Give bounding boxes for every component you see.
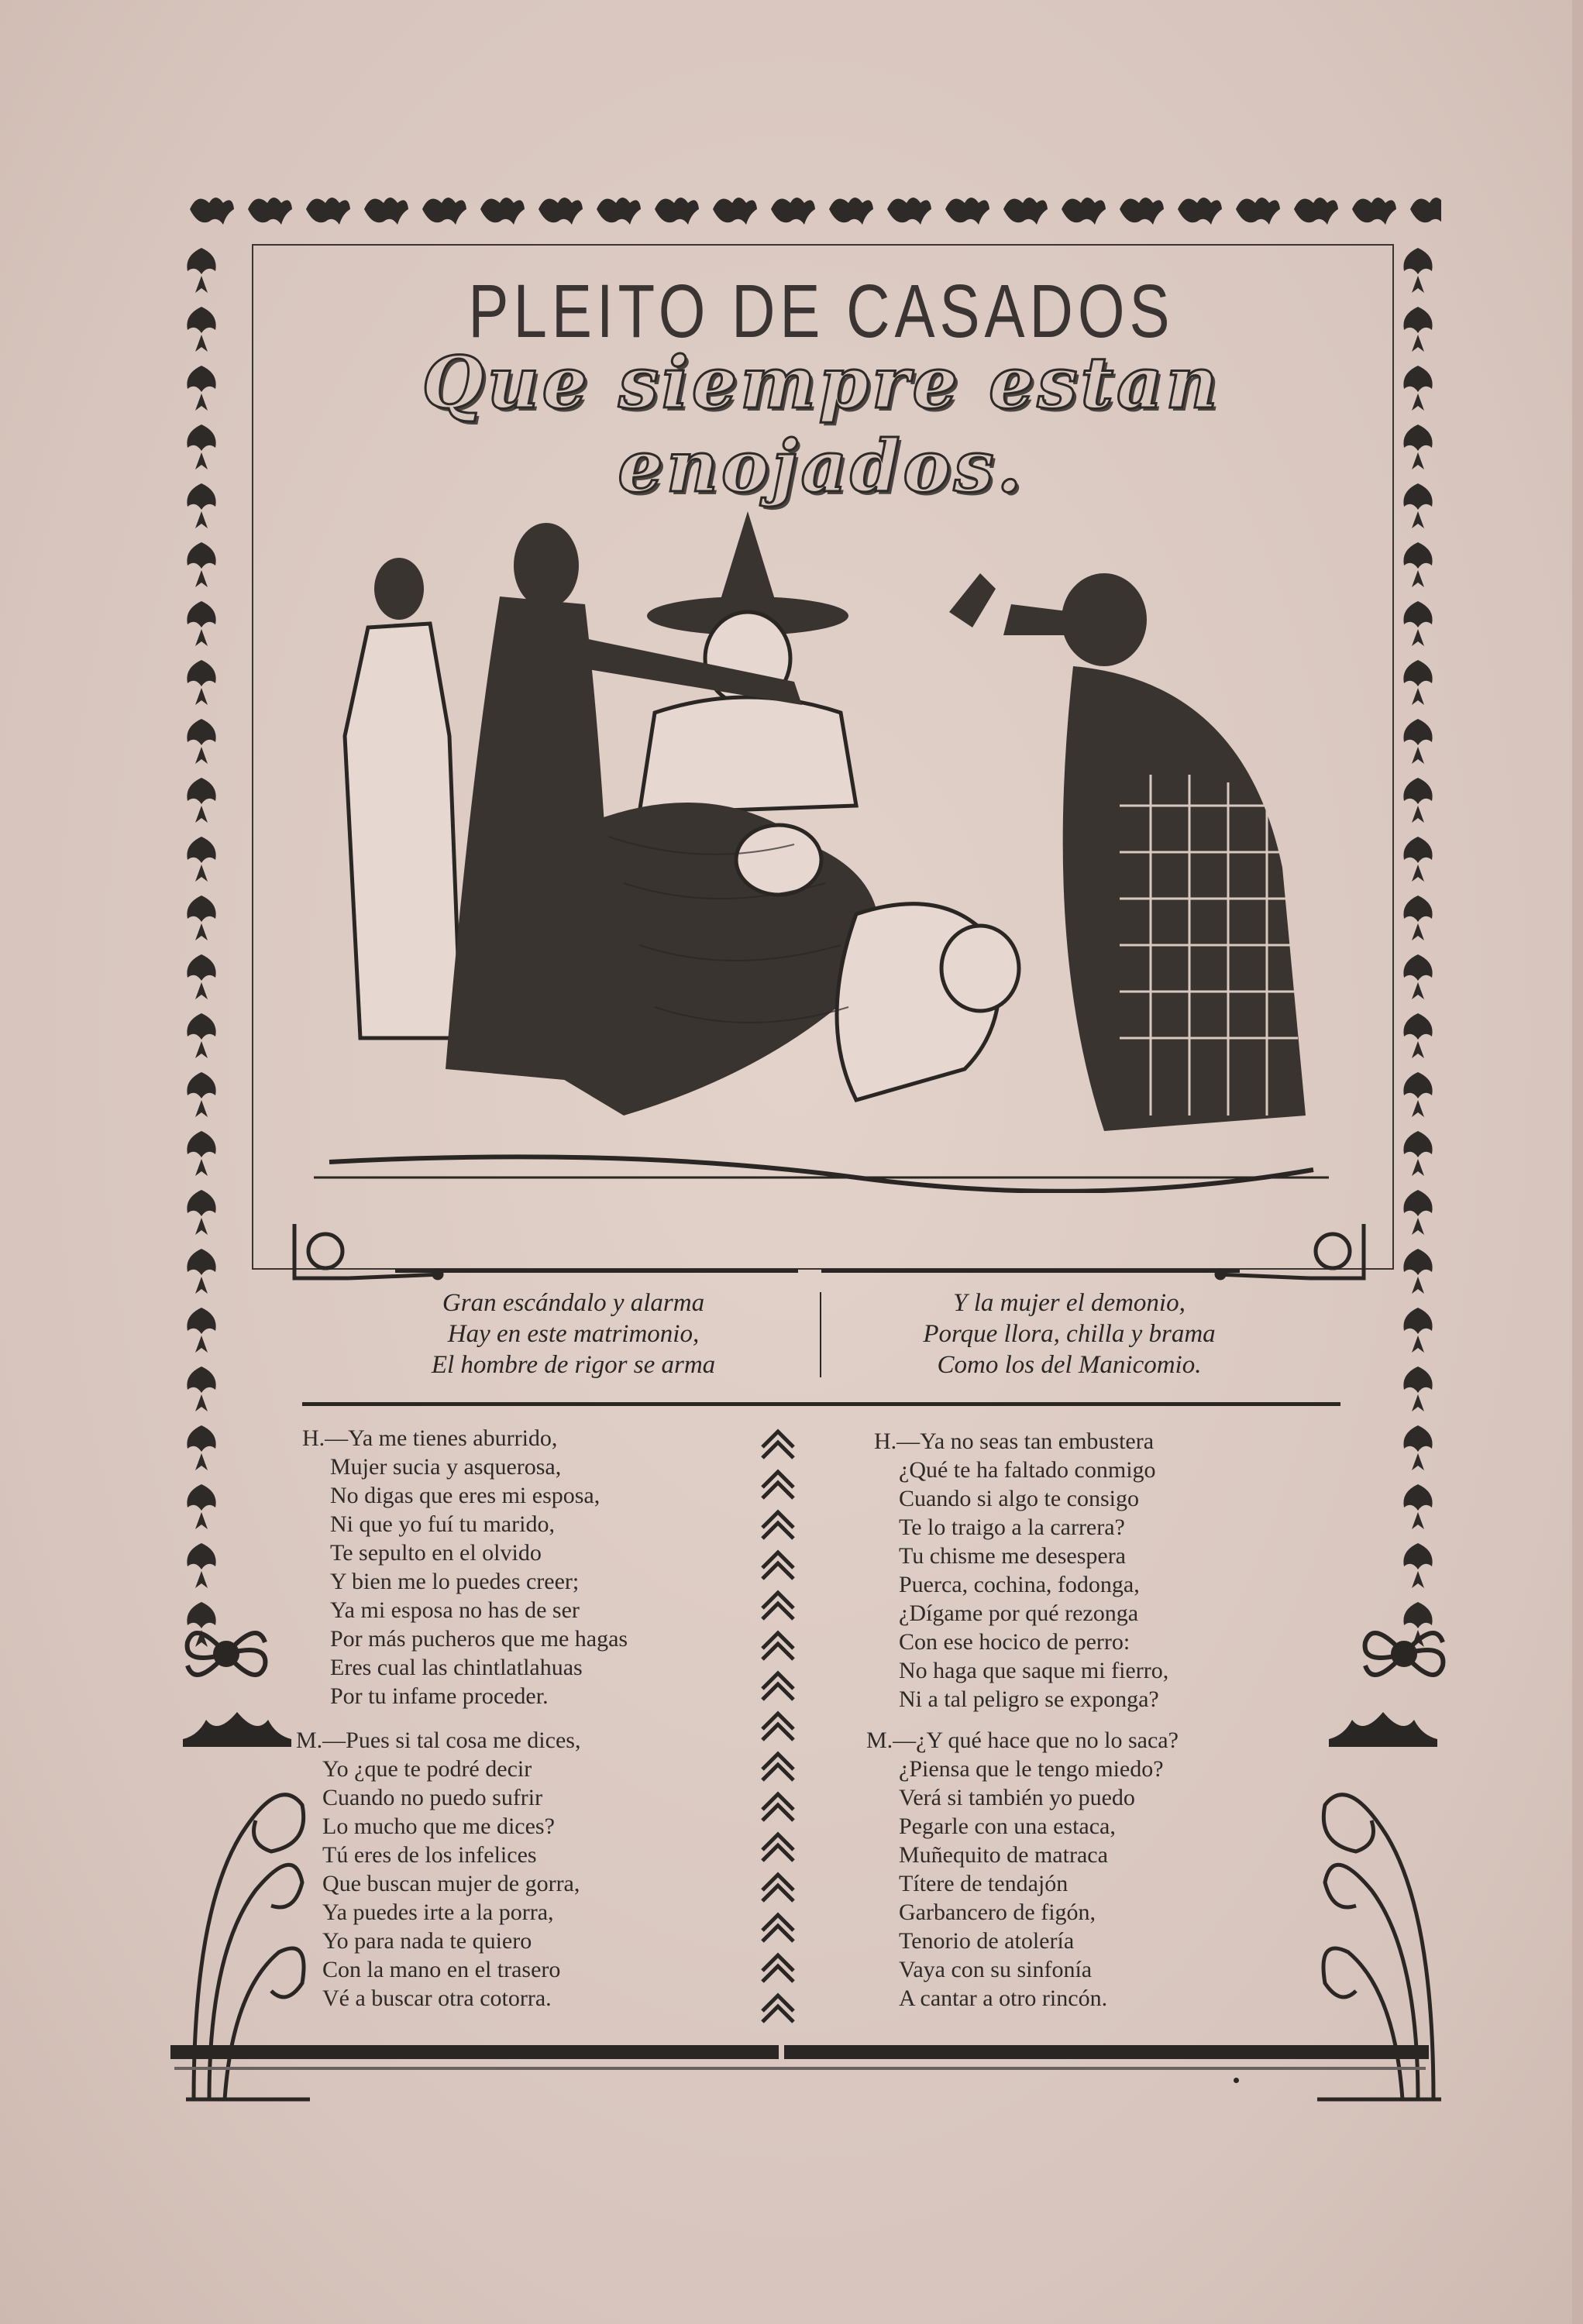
intro-verse-right bbox=[868, 1287, 1271, 1380]
verse-line: A cantar a otro rincón. bbox=[899, 1985, 1108, 2011]
verse-line: No digas que eres mi esposa, bbox=[330, 1483, 601, 1508]
scroll-ornament-right-icon bbox=[1209, 1208, 1379, 1294]
verse-line: Yo ¿que te podré decir bbox=[322, 1756, 532, 1782]
verse-line: Ni que yo fuí tu marido, bbox=[330, 1511, 555, 1537]
verse-line: Eres cual las chintlatlahuas bbox=[330, 1655, 583, 1680]
bottom-rule-thin bbox=[174, 2067, 1426, 2070]
verse-line: Tu chisme me desespera bbox=[899, 1543, 1126, 1569]
intro-line: Hay en este matrimonio, bbox=[447, 1320, 700, 1348]
caption-rule-left bbox=[395, 1269, 798, 1273]
intro-line: Gran escándalo y alarma bbox=[442, 1289, 705, 1317]
verse-line: Puerca, cochina, fodonga, bbox=[899, 1572, 1140, 1597]
intro-divider bbox=[820, 1292, 821, 1377]
verse-line: Que buscan mujer de gorra, bbox=[322, 1871, 580, 1896]
verse-line: Con la mano en el trasero bbox=[322, 1957, 561, 1982]
bottom-rule-left bbox=[170, 2045, 779, 2059]
verse-line: H.—Ya no seas tan embustera bbox=[874, 1428, 1155, 1454]
verse-line: Mujer sucia y asquerosa, bbox=[330, 1454, 562, 1480]
crest-ornament-left-icon bbox=[183, 1704, 291, 1751]
ink-dot bbox=[1234, 2078, 1239, 2083]
title-main: PLEITO DE CASADOS bbox=[468, 268, 1175, 354]
intro-line: Como los del Manicomio. bbox=[937, 1351, 1202, 1379]
verse-line: Cuando si algo te consigo bbox=[899, 1486, 1139, 1511]
verse-line: Y bien me lo puedes creer; bbox=[330, 1569, 580, 1594]
crest-ornament-right-icon bbox=[1329, 1704, 1437, 1751]
verse-line: Garbancero de figón, bbox=[899, 1899, 1096, 1925]
verse-line: Te lo traigo a la carrera? bbox=[899, 1514, 1125, 1540]
section-rule bbox=[302, 1402, 1340, 1406]
intro-verse-left bbox=[372, 1287, 775, 1380]
verse-line: Ya puedes irte a la porra, bbox=[322, 1899, 554, 1925]
knot-ornament-right-icon bbox=[1358, 1611, 1451, 1697]
verse-line: Verá si también yo puedo bbox=[899, 1785, 1135, 1810]
column-divider-ornament-icon bbox=[758, 1424, 798, 2044]
verse-line: M.—¿Y qué hace que no lo saca? bbox=[866, 1728, 1179, 1753]
top-border-ornament-icon bbox=[182, 186, 1441, 232]
verse-line: Yo para nada te quiero bbox=[322, 1928, 532, 1954]
intro-line: Y la mujer el demonio, bbox=[953, 1289, 1186, 1317]
verse-line: Cuando no puedo sufrir bbox=[322, 1785, 543, 1810]
verse-line: Tú eres de los infelices bbox=[322, 1842, 537, 1868]
verse-line: Por tu infame proceder. bbox=[330, 1683, 549, 1709]
verse-line: No haga que saque mi fierro, bbox=[899, 1658, 1169, 1683]
verse-line: Vaya con su sinfonía bbox=[899, 1957, 1093, 1982]
verse-line: Pegarle con una estaca, bbox=[899, 1813, 1116, 1839]
verse-line: Vé a buscar otra cotorra. bbox=[322, 1985, 552, 2011]
bottom-rule-right bbox=[784, 2045, 1429, 2059]
woodcut-quarrel-illustration-icon bbox=[314, 480, 1329, 1193]
intro-line: Porque llora, chilla y brama bbox=[923, 1320, 1216, 1348]
right-border-ornament-icon bbox=[1395, 232, 1441, 1666]
verse-line: Con ese hocico de perro: bbox=[899, 1629, 1130, 1655]
stanza-m2 bbox=[866, 1726, 1179, 2013]
title-subtitle: Que siempre estan enojados. bbox=[422, 341, 1221, 508]
stanza-h1 bbox=[302, 1424, 628, 1710]
intro-line: El hombre de rigor se arma bbox=[431, 1351, 716, 1379]
verse-line: H.—Ya me tienes aburrido, bbox=[302, 1425, 558, 1451]
verse-line: Muñequito de matraca bbox=[899, 1842, 1108, 1868]
verse-line: M.—Pues si tal cosa me dices, bbox=[296, 1728, 581, 1753]
scroll-ornament-left-icon bbox=[279, 1208, 449, 1294]
verse-line: ¿Dígame por qué rezonga bbox=[899, 1600, 1139, 1626]
verse-line: Ya mi esposa no has de ser bbox=[330, 1597, 580, 1623]
left-border-ornament-icon bbox=[178, 232, 225, 1666]
caption-rule-right bbox=[821, 1269, 1240, 1273]
verse-line: ¿Qué te ha faltado conmigo bbox=[899, 1457, 1156, 1483]
knot-ornament-left-icon bbox=[180, 1611, 273, 1697]
verse-line: Ni a tal peligro se exponga? bbox=[899, 1686, 1159, 1712]
verse-line: Tenorio de atolería bbox=[899, 1928, 1075, 1954]
verse-line: Te sepulto en el olvido bbox=[330, 1540, 542, 1566]
stanza-m1 bbox=[296, 1726, 580, 2013]
verse-line: Lo mucho que me dices? bbox=[322, 1813, 555, 1839]
verse-line: ¿Piensa que le tengo miedo? bbox=[899, 1756, 1164, 1782]
verse-line: Títere de tendajón bbox=[899, 1871, 1069, 1896]
verse-line: Por más pucheros que me hagas bbox=[330, 1626, 628, 1652]
stanza-h2-body bbox=[874, 1427, 1168, 1714]
paper-edge bbox=[1572, 0, 1583, 2324]
